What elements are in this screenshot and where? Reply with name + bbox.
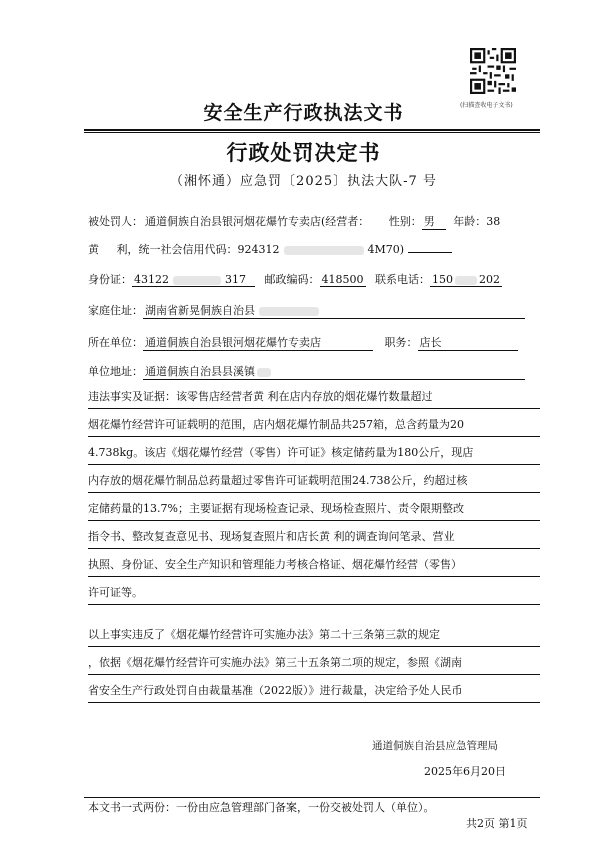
party-name: 通道侗族自治县银河烟花爆竹专卖店(经营者： [145,215,370,228]
facts-line: 执照、身份证、安全生产知识和管理能力考核合格证、烟花爆竹经营（零售） [88,554,540,577]
party-line-1 [88,213,500,230]
facts-line: 4.738kg。该店《烟花爆竹经营（零售）许可证》核定储药量为180公斤，现店 [88,442,540,465]
footer-note: 本文书一式两份：一份由应急管理部门备案，一份交被处罚人（单位）。 [88,801,435,814]
document-category-title: 安全生产行政执法文书 [203,102,404,124]
qr-code-icon [470,48,516,94]
age-label: 年龄： [453,215,487,228]
title-divider-thin [84,132,540,133]
unit-value: 通道侗族自治县银河烟花爆竹专卖店 [143,334,373,351]
phone-part-2: 202 [479,273,500,286]
redacted-block [259,307,319,316]
document-title: 行政处罚决定书 [226,140,381,165]
footer-divider [84,797,540,798]
address-value [143,363,525,380]
credit-code: 利，统一社会信用代码：924312 [116,243,280,256]
decision-line: 以上事实违反了《烟花爆竹经营许可实施办法》第二十三条第三款的规定 [88,624,540,647]
home-label: 家庭住址： [88,304,143,317]
issue-date: 2025年6月20日 [424,765,506,778]
credit-code-end: 4M70) [367,243,405,256]
party-line-6 [88,363,540,380]
party-line-4 [88,302,540,319]
page-number: 共2页 第1页 [466,817,528,830]
redacted-block [257,368,271,377]
home-value [143,302,525,319]
facts-line: 定储药量的13.7%；主要证据有现场检查记录、现场检查照片、责令限期整改 [88,498,540,521]
home-text: 湖南省新晃侗族自治县 [145,304,255,317]
redacted-block [284,246,364,255]
gender-label: 性别： [388,215,422,228]
id-part-2: 317 [225,273,246,286]
id-label: 身份证： [88,273,132,286]
party-name-cont: 黄 [88,243,99,256]
issuing-authority: 通道侗族自治县应急管理局 [372,740,498,752]
postcode-label: 邮政编码： [264,273,320,286]
age-value: 38 [486,215,501,228]
phone-value [430,273,502,287]
address-text: 通道侗族自治县县溪镇 [145,365,255,378]
title-divider [84,129,540,131]
gender-value: 男 [422,213,446,230]
phone-label: 联系电话： [375,273,430,286]
duty-label: 职务： [384,336,418,349]
party-line-2 [88,241,452,257]
facts-line: 指令书、整改复查意见书、现场复查照片和店长黄 利的调查询问笔录、营业 [88,526,540,549]
unit-label: 所在单位： [88,336,143,349]
underline-blank [408,242,452,253]
party-line-3 [88,271,502,287]
redacted-block [455,276,477,285]
party-line-5 [88,334,518,351]
document-number: （湘怀通）应急罚〔2025〕执法大队-7 号 [170,174,437,189]
decision-line: 省安全生产行政处罚自由裁量基准（2022版）》进行裁量，决定给予处人民币 [88,680,540,703]
address-label: 单位地址： [88,365,143,378]
duty-value: 店长 [418,334,518,351]
postcode-value: 418500 [321,273,364,286]
facts-line: 许可证等。 [88,582,540,605]
facts-line: 内存放的烟花爆竹制品总药量超过零售许可证载明范围24.738公斤，约超过核 [88,470,540,493]
party-label: 被处罚人： [88,215,143,228]
id-value [132,273,255,287]
decision-line: ，依据《烟花爆竹经营许可实施办法》第三十五条第二项的规定，参照《湖南 [88,652,540,675]
phone-part-1: 150 [432,273,453,286]
facts-line: 违法事实及证据：该零售店经营者黄 利在店内存放的烟花爆竹数量超过 [88,386,540,409]
facts-line: 烟花爆竹经营许可证载明的范围，店内烟花爆竹制品共257箱，总含药量为20 [88,414,540,437]
id-part-1: 43122 [134,273,169,286]
redacted-block [173,276,221,285]
qr-caption: (扫描查收电子文书) [460,102,513,109]
